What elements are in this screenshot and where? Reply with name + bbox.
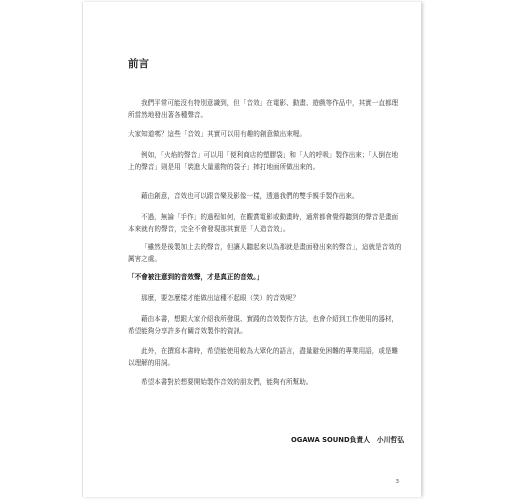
- paragraph-1: 我們平常可能沒有特別意識到，但「音效」在電影、動畫、遊戲等作品中，其實一直都理所當然地發出著各種聲音。: [128, 99, 399, 119]
- page-title: 前言: [128, 58, 149, 70]
- emphasized-quote: 「不會被注意到的音效聲，才是真正的音效。」: [128, 273, 264, 281]
- document-page: [82, 2, 421, 497]
- paragraph-4: 藉由創意，音效也可以跟音樂及影像一樣，透過我們的雙手親手製作出來。: [141, 192, 359, 200]
- paragraph-11: 希望本書對於想要開始製作音效的朋友們，能夠有所幫助。: [141, 378, 313, 386]
- paragraph-6: 「雖然是後製加上去的聲音，但讓人聽起來以為那就是畫面發出來的聲音」，這就是音效的厲害之處。: [128, 243, 402, 263]
- paragraph-10: 此外，在撰寫本書時，希望能使用較為大眾化的語言，盡量避免困難的專業用語，或是難以理解的用詞。: [128, 347, 399, 367]
- page-number: 3: [395, 479, 399, 485]
- paragraph-5: 不過，無論「手作」的過程如何，在觀賞電影或動畫時，通常都會覺得聽到的聲音是畫面本來就有的聲音，完全不會發現那其實是「人造音效」。: [128, 213, 399, 233]
- paragraph-8: 那麼，要怎麼樣才能做出這種不起眼（笑）的音效呢？: [141, 294, 300, 302]
- paragraph-9: 藉由本書，想跟大家介紹我所發現、實踐的音效製作方法，也會介紹到工作使用的器材，希望能夠分享許多有關音效製作的資訊。: [128, 315, 399, 335]
- paragraph-2: 大家知道嗎？這些「音效」其實可以用有趣的創意做出來喔。: [128, 130, 307, 138]
- author-signature: OGAWA SOUND負責人 小川哲弘: [290, 436, 404, 444]
- paragraph-3: 例如，「火焰的聲音」可以用「便利商店的塑膠袋」和「人的呼吸」製作出來；「人倒在地上的聲音」則是用「裝進大量重物的袋子」摔打地面所做出來的。: [128, 151, 399, 171]
